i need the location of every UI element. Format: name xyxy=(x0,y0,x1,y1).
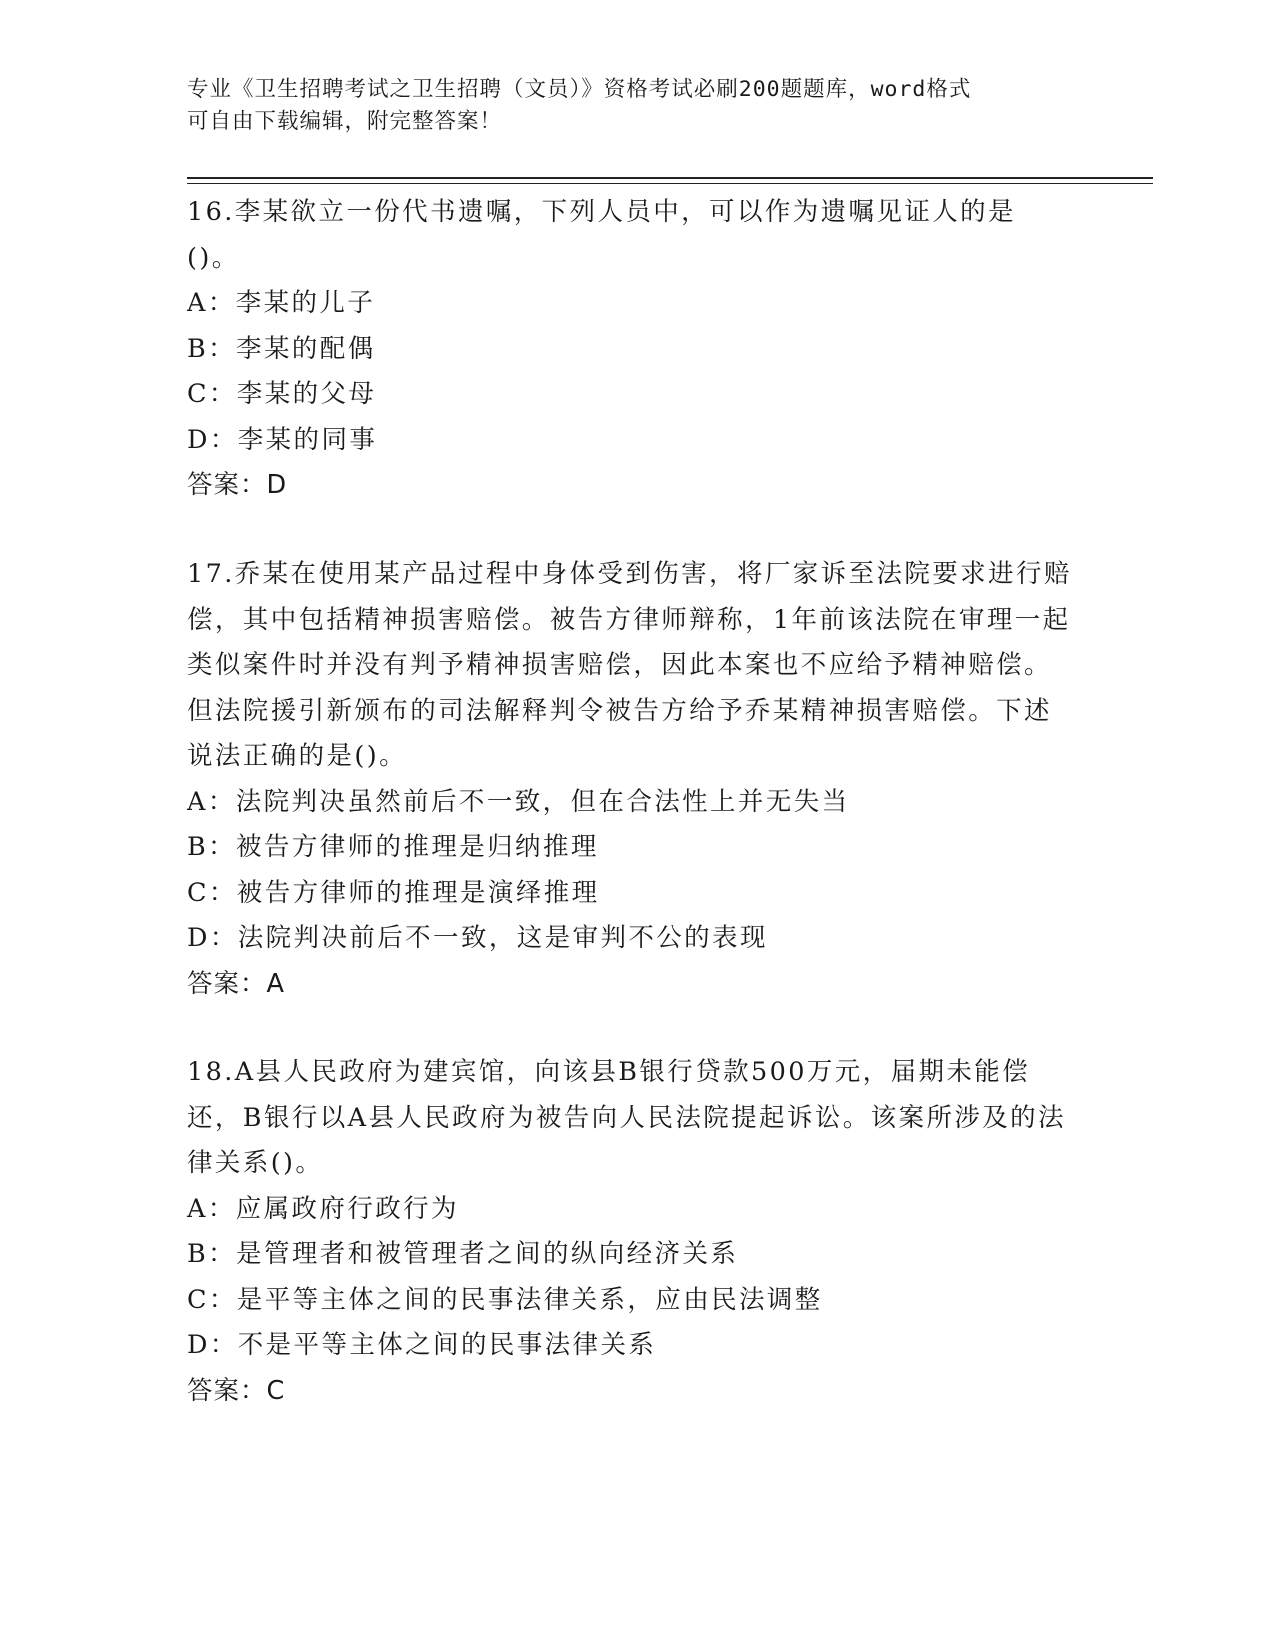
option-d: D：不是平等主体之间的民事法律关系 xyxy=(187,1330,657,1360)
option-c: C：李某的父母 xyxy=(187,379,377,409)
header-divider-thin xyxy=(187,183,1153,184)
option-d: D：法院判决前后不一致，这是审判不公的表现 xyxy=(187,923,768,953)
answer: 答案：C xyxy=(187,1375,286,1406)
question-stem: 17.乔某在使用某产品过程中身体受到伤害，将厂家诉至法院要求进行赔偿，其中包括精神损害赔偿。被告方律师辩称，1年前该法院在审理一起类似案件时并没有判予精神损害赔偿，因此本案也不应给予精神赔偿。但法院援引新颁布的司法解释判令被告方给予乔某精神损害赔偿。下述说法正确的是()。 xyxy=(187,559,1072,771)
answer: 答案：D xyxy=(187,470,288,500)
option-a: A：李某的儿子 xyxy=(187,288,376,318)
option-b: B：被告方律师的推理是归纳推理 xyxy=(187,832,599,862)
question-18 xyxy=(187,1050,1087,1414)
header-line-1: 专业《卫生招聘考试之卫生招聘（文员）》资格考试必刷200题题库，word格式 xyxy=(187,77,972,102)
header-divider-thick xyxy=(187,177,1153,179)
question-17 xyxy=(187,552,1087,1007)
option-a: A：法院判决虽然前后不一致，但在合法性上并无失当 xyxy=(187,786,850,817)
option-a: A：应属政府行政行为 xyxy=(187,1193,459,1224)
question-stem: 16.李某欲立一份代书遗嘱，下列人员中，可以作为遗嘱见证人的是()。 xyxy=(187,197,1016,273)
document-header xyxy=(187,74,1067,138)
header-line-2: 可自由下载编辑，附完整答案！ xyxy=(187,109,503,134)
option-b: B：是管理者和被管理者之间的纵向经济关系 xyxy=(187,1239,739,1269)
option-c: C：被告方律师的推理是演绎推理 xyxy=(187,877,600,908)
option-c: C：是平等主体之间的民事法律关系，应由民法调整 xyxy=(187,1284,823,1315)
question-16 xyxy=(187,190,1087,509)
option-b: B：李某的配偶 xyxy=(187,333,376,364)
question-stem: 18.A县人民政府为建宾馆，向该县B银行贷款500万元，届期未能偿还，B银行以A县人民政府为被告向人民法院提起诉讼。该案所涉及的法律关系()。 xyxy=(187,1057,1066,1178)
answer: 答案：A xyxy=(187,968,285,999)
option-d: D：李某的同事 xyxy=(187,424,378,455)
